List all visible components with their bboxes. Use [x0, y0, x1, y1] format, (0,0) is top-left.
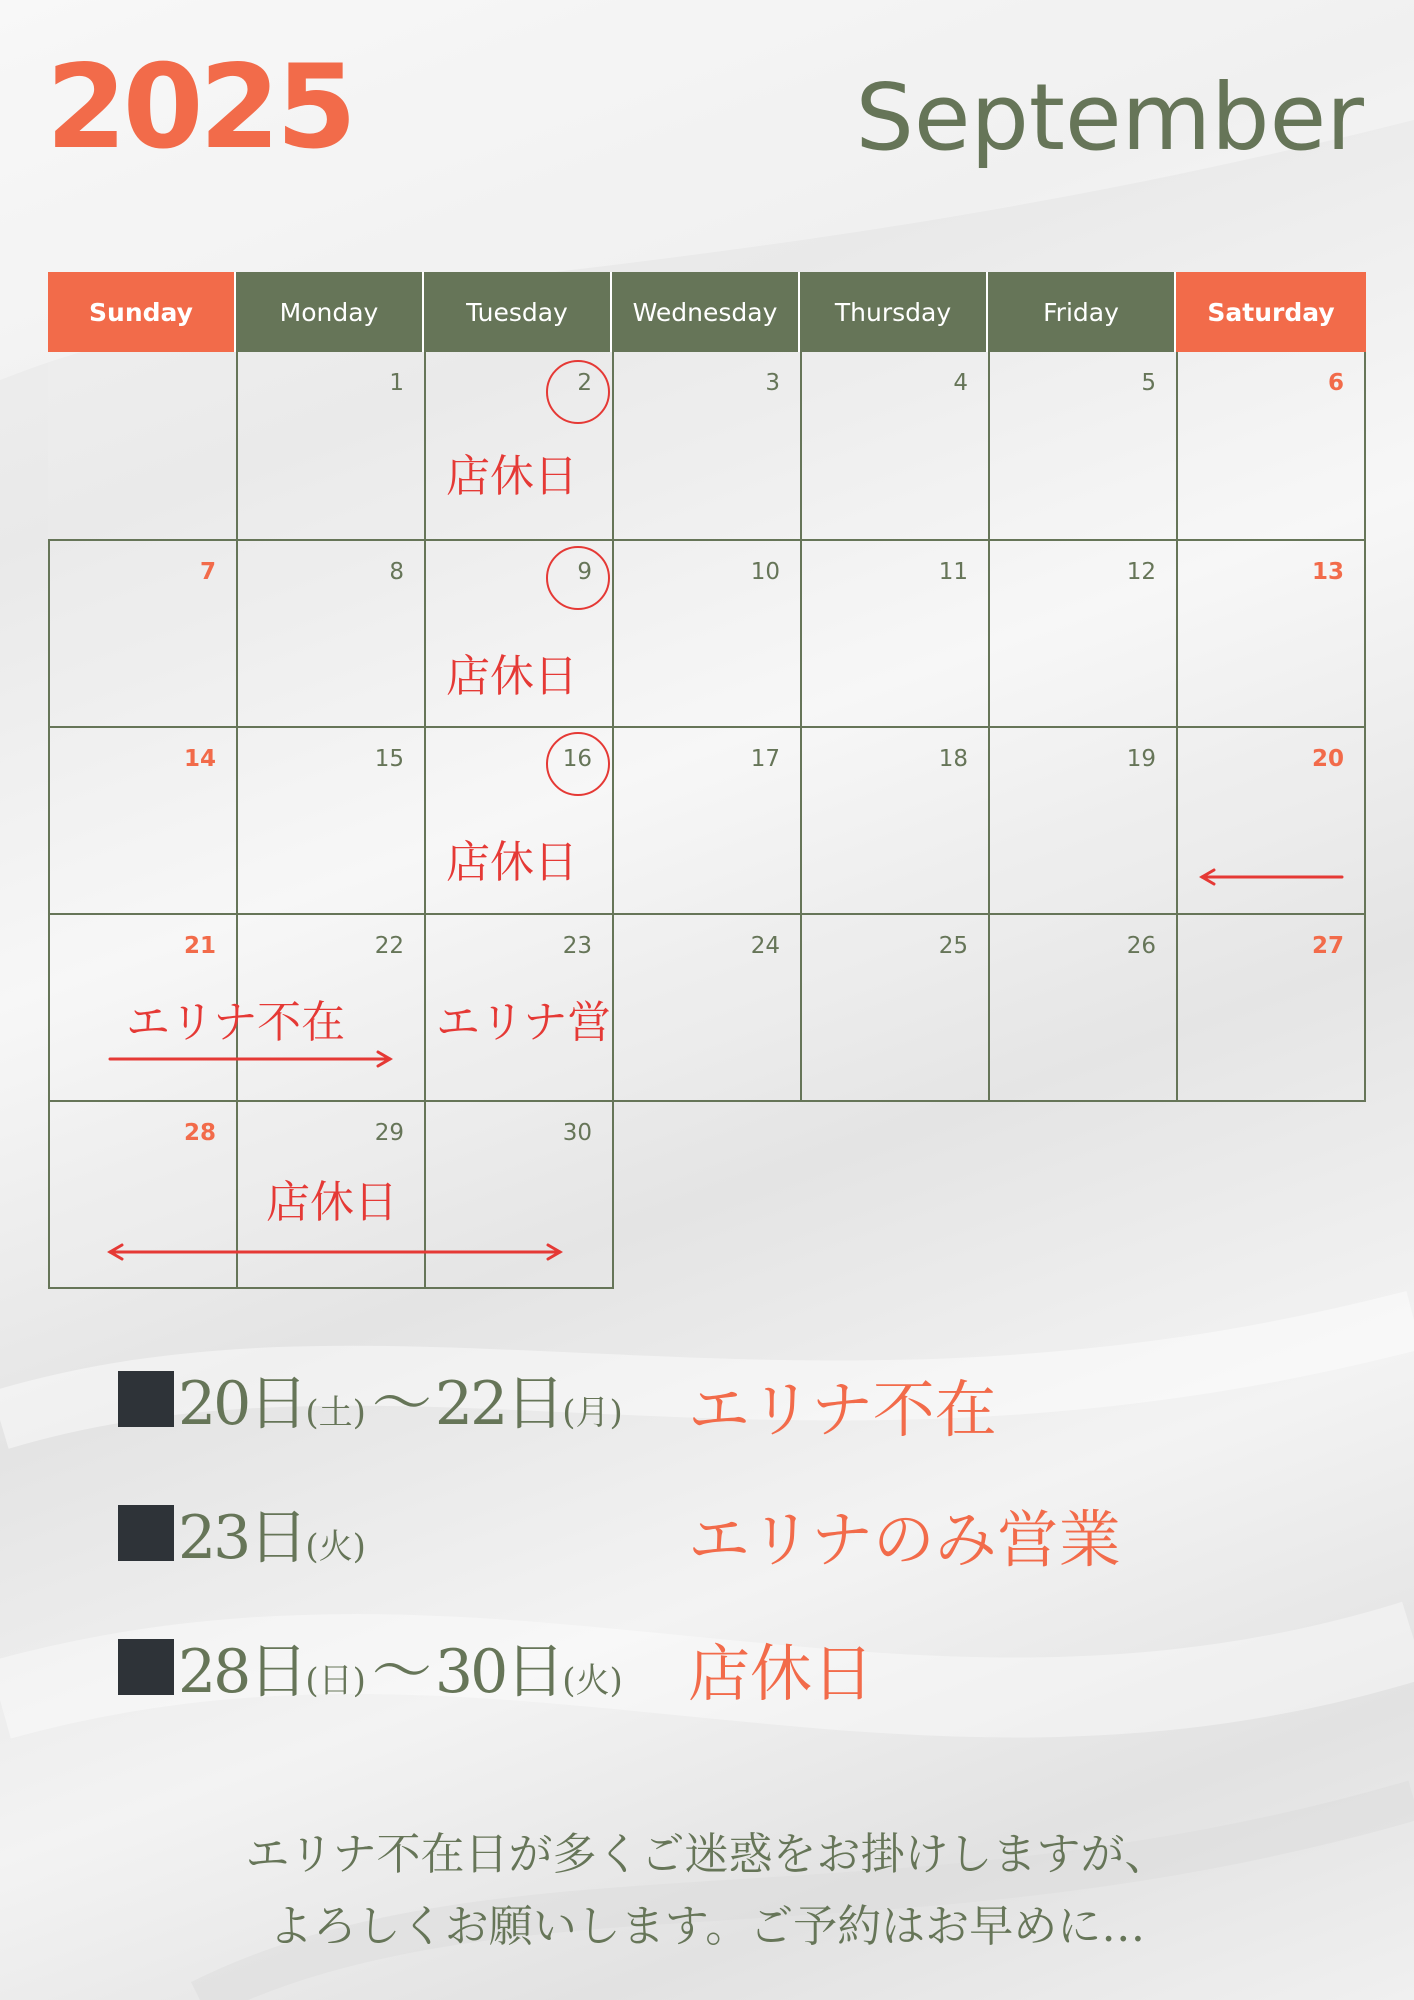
- day-number: 13: [1311, 559, 1344, 585]
- day-number: 1: [389, 370, 404, 396]
- day-number: 11: [938, 559, 968, 585]
- day-number: 23: [562, 933, 592, 959]
- day-number: 21: [183, 933, 216, 959]
- day-number: 3: [765, 370, 780, 396]
- closed-note-16: 店休日: [446, 837, 578, 888]
- arrow-right-icon: [110, 1052, 390, 1066]
- day-number: 26: [1126, 933, 1156, 959]
- day-number: 29: [374, 1120, 404, 1146]
- info-date-end: 30日: [434, 1637, 563, 1707]
- info-row-1: [118, 1356, 623, 1442]
- day-number: 4: [953, 370, 968, 396]
- day-number: 7: [199, 559, 216, 585]
- year-title: 2025: [46, 40, 353, 175]
- info-date-end: 22日: [434, 1369, 563, 1439]
- weekday-header-wednesday: Wednesday: [612, 272, 800, 352]
- footer-line-2: よろしくお願いします。ご予約はお早めに…: [268, 1901, 1146, 1952]
- info-sep: 〜: [371, 1637, 429, 1707]
- day-number: 27: [1311, 933, 1344, 959]
- day-number: 14: [183, 746, 216, 772]
- weekday-header-sunday: Sunday: [48, 272, 236, 352]
- closed-note-9: 店休日: [446, 651, 578, 702]
- info-row-3: [118, 1624, 623, 1710]
- info-date-start: 20日: [178, 1369, 306, 1439]
- erina-open-note: エリナ営: [436, 997, 612, 1048]
- erina-absent-note: エリナ不在: [126, 997, 346, 1048]
- month-title: September: [855, 64, 1364, 171]
- info-dow: (月): [562, 1393, 623, 1433]
- day-number: 2: [577, 370, 592, 396]
- day-number: 22: [374, 933, 404, 959]
- info-dow: (日): [305, 1661, 366, 1701]
- arrow-double-icon: [110, 1245, 560, 1259]
- day-number: 8: [389, 559, 404, 585]
- day-number: 6: [1327, 370, 1344, 396]
- arrow-left-icon: [1202, 870, 1342, 884]
- info-note-2: エリナのみ営業: [688, 1503, 1121, 1576]
- square-bullet-icon: [118, 1371, 174, 1427]
- day-number: 24: [750, 933, 780, 959]
- day-number: 17: [750, 746, 780, 772]
- day-number: 20: [1311, 746, 1344, 772]
- info-sep: 〜: [371, 1369, 429, 1439]
- info-dow: (火): [305, 1527, 366, 1567]
- info-note-3: 店休日: [688, 1637, 875, 1710]
- day-number: 5: [1141, 370, 1156, 396]
- weekday-header-monday: Monday: [236, 272, 424, 352]
- day-number: 25: [938, 933, 968, 959]
- closed-note-29: 店休日: [266, 1177, 398, 1228]
- info-date-start: 23日: [178, 1503, 306, 1573]
- weekday-header-saturday: Saturday: [1176, 272, 1366, 352]
- day-number: 18: [938, 746, 968, 772]
- day-number: 9: [577, 559, 592, 585]
- weekday-header-thursday: Thursday: [800, 272, 988, 352]
- day-number: 28: [183, 1120, 216, 1146]
- day-number: 30: [562, 1120, 592, 1146]
- weekday-header-tuesday: Tuesday: [424, 272, 612, 352]
- day-number: 12: [1126, 559, 1156, 585]
- day-number: 19: [1126, 746, 1156, 772]
- day-number: 10: [750, 559, 780, 585]
- info-note-1: エリナ不在: [688, 1373, 997, 1446]
- footer-line-1: エリナ不在日が多くご迷惑をお掛けしますが、: [245, 1829, 1169, 1880]
- info-dow: (火): [562, 1661, 623, 1701]
- day-number: 15: [374, 746, 404, 772]
- square-bullet-icon: [118, 1505, 174, 1561]
- weekday-header-friday: Friday: [988, 272, 1176, 352]
- info-row-2: [118, 1490, 366, 1576]
- closed-note-2: 店休日: [446, 451, 578, 502]
- square-bullet-icon: [118, 1639, 174, 1695]
- info-date-start: 28日: [178, 1637, 306, 1707]
- info-dow: (土): [305, 1393, 366, 1433]
- day-number: 16: [562, 746, 592, 772]
